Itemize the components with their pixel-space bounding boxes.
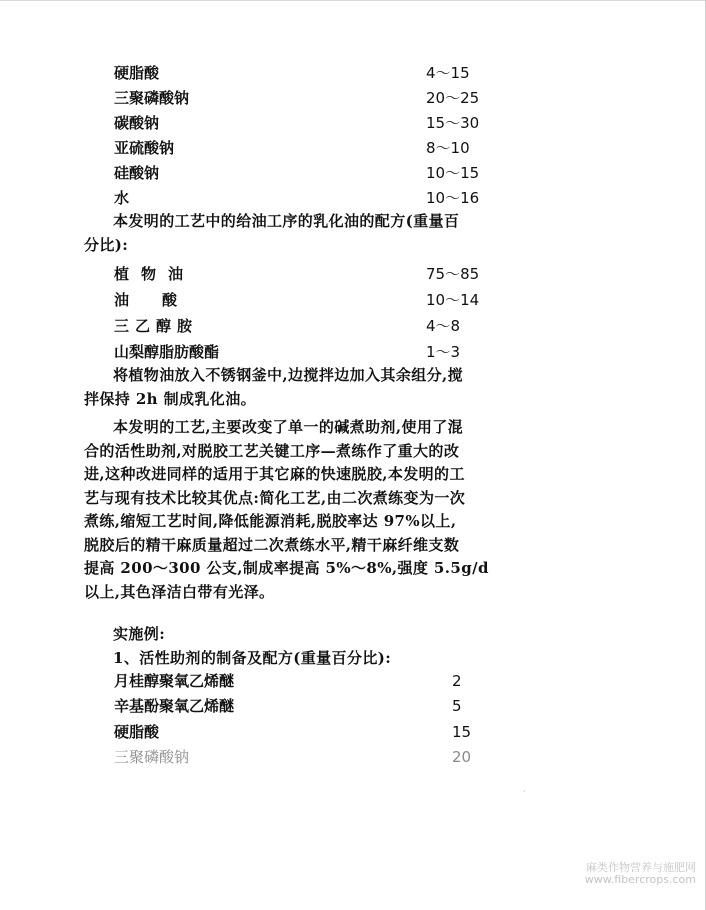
paragraph-line: 脱胶后的精干麻质量超过二次煮练水平,精干麻纤维支数 bbox=[84, 535, 460, 554]
paragraph-line: 分比): bbox=[84, 235, 129, 254]
example-section bbox=[85, 623, 605, 670]
paragraph-line: 拌保持 2h 制成乳化油。 bbox=[84, 389, 256, 408]
paragraph-line: 合的活性助剂,对脱胶工艺关键工序—煮练作了重大的改 bbox=[84, 441, 460, 460]
ingredient-value: 5 bbox=[452, 697, 462, 715]
ingredient-name: 山梨醇脂肪酸酯 bbox=[114, 343, 220, 361]
paragraph-line: 本发明的工艺,主要改变了单一的碱煮助剂,使用了混 bbox=[113, 418, 464, 436]
paragraph-line: 艺与现有技术比较其优点:简化工艺,由二次煮练变为一次 bbox=[84, 488, 466, 507]
example-heading: 实施例: bbox=[113, 625, 166, 643]
paragraph-line: 以上,其色泽洁白带有光泽。 bbox=[84, 582, 275, 601]
ingredient-name: 亚硫酸钠 bbox=[114, 139, 175, 157]
ingredient-value: 8～10 bbox=[426, 139, 470, 157]
paragraph-line: 提高 200～300 公支,制成率提高 5%～8%,强度 5.5g/d bbox=[84, 559, 489, 577]
paragraph-line: 煮练,缩短工艺时间,降低能源消耗,脱胶率达 97%以上, bbox=[84, 512, 457, 530]
ingredient-name: 硅酸钠 bbox=[114, 164, 160, 182]
ingredient-name: 辛基酚聚氧乙烯醚 bbox=[114, 697, 235, 715]
page-border-top bbox=[0, 0, 706, 1]
paragraph-line: 进,这种改进同样的适用于其它麻的快速脱胶,本发明的工 bbox=[84, 465, 465, 483]
ingredient-value: 10～16 bbox=[426, 189, 480, 207]
watermark-title: 麻类作物营养与施肥网 bbox=[586, 861, 696, 874]
ingredient-value: 4～15 bbox=[426, 64, 470, 82]
ingredient-value: 10～15 bbox=[426, 164, 480, 182]
ingredient-value: 20 bbox=[452, 748, 472, 766]
site-watermark bbox=[585, 862, 696, 886]
ingredient-value: 75～85 bbox=[426, 265, 480, 283]
ingredient-value: 15～30 bbox=[426, 114, 480, 132]
example-subheading: 1、活性助剂的制备及配方(重量百分比): bbox=[113, 648, 392, 667]
ingredient-name: 月桂醇聚氧乙烯醚 bbox=[114, 672, 235, 690]
ingredient-name: 硬脂酸 bbox=[114, 64, 160, 82]
paragraph-line: 将植物油放入不锈钢釜中,边搅拌边加入其余组分,搅 bbox=[113, 366, 464, 384]
ingredient-name: 三聚磷酸钠 bbox=[114, 748, 190, 766]
procedure-paragraph bbox=[85, 364, 605, 411]
ingredient-name: 硬脂酸 bbox=[114, 723, 160, 741]
paragraph-line: 本发明的工艺中的给油工序的乳化油的配方(重量百 bbox=[113, 212, 460, 230]
ingredient-name: 碳酸钠 bbox=[114, 114, 160, 132]
ingredient-value: 10～14 bbox=[426, 291, 480, 309]
ingredient-value: 2 bbox=[452, 672, 462, 690]
ingredient-value: 20～25 bbox=[426, 89, 480, 107]
advantages-paragraph bbox=[85, 416, 605, 604]
emulsion-intro-paragraph bbox=[85, 210, 605, 257]
scan-speck: · bbox=[523, 787, 526, 796]
ingredient-value: 15 bbox=[452, 723, 472, 741]
ingredient-name: 油酸 bbox=[114, 291, 211, 309]
ingredient-name: 植物油 bbox=[114, 265, 196, 283]
ingredient-value: 1～3 bbox=[426, 343, 461, 361]
watermark-url: www.fibercrops.com bbox=[584, 873, 696, 886]
ingredient-name: 水 bbox=[114, 189, 130, 207]
ingredient-value: 4～8 bbox=[426, 317, 461, 335]
ingredient-name: 三聚磷酸钠 bbox=[114, 89, 190, 107]
ingredient-name: 三乙醇胺 bbox=[114, 317, 199, 335]
